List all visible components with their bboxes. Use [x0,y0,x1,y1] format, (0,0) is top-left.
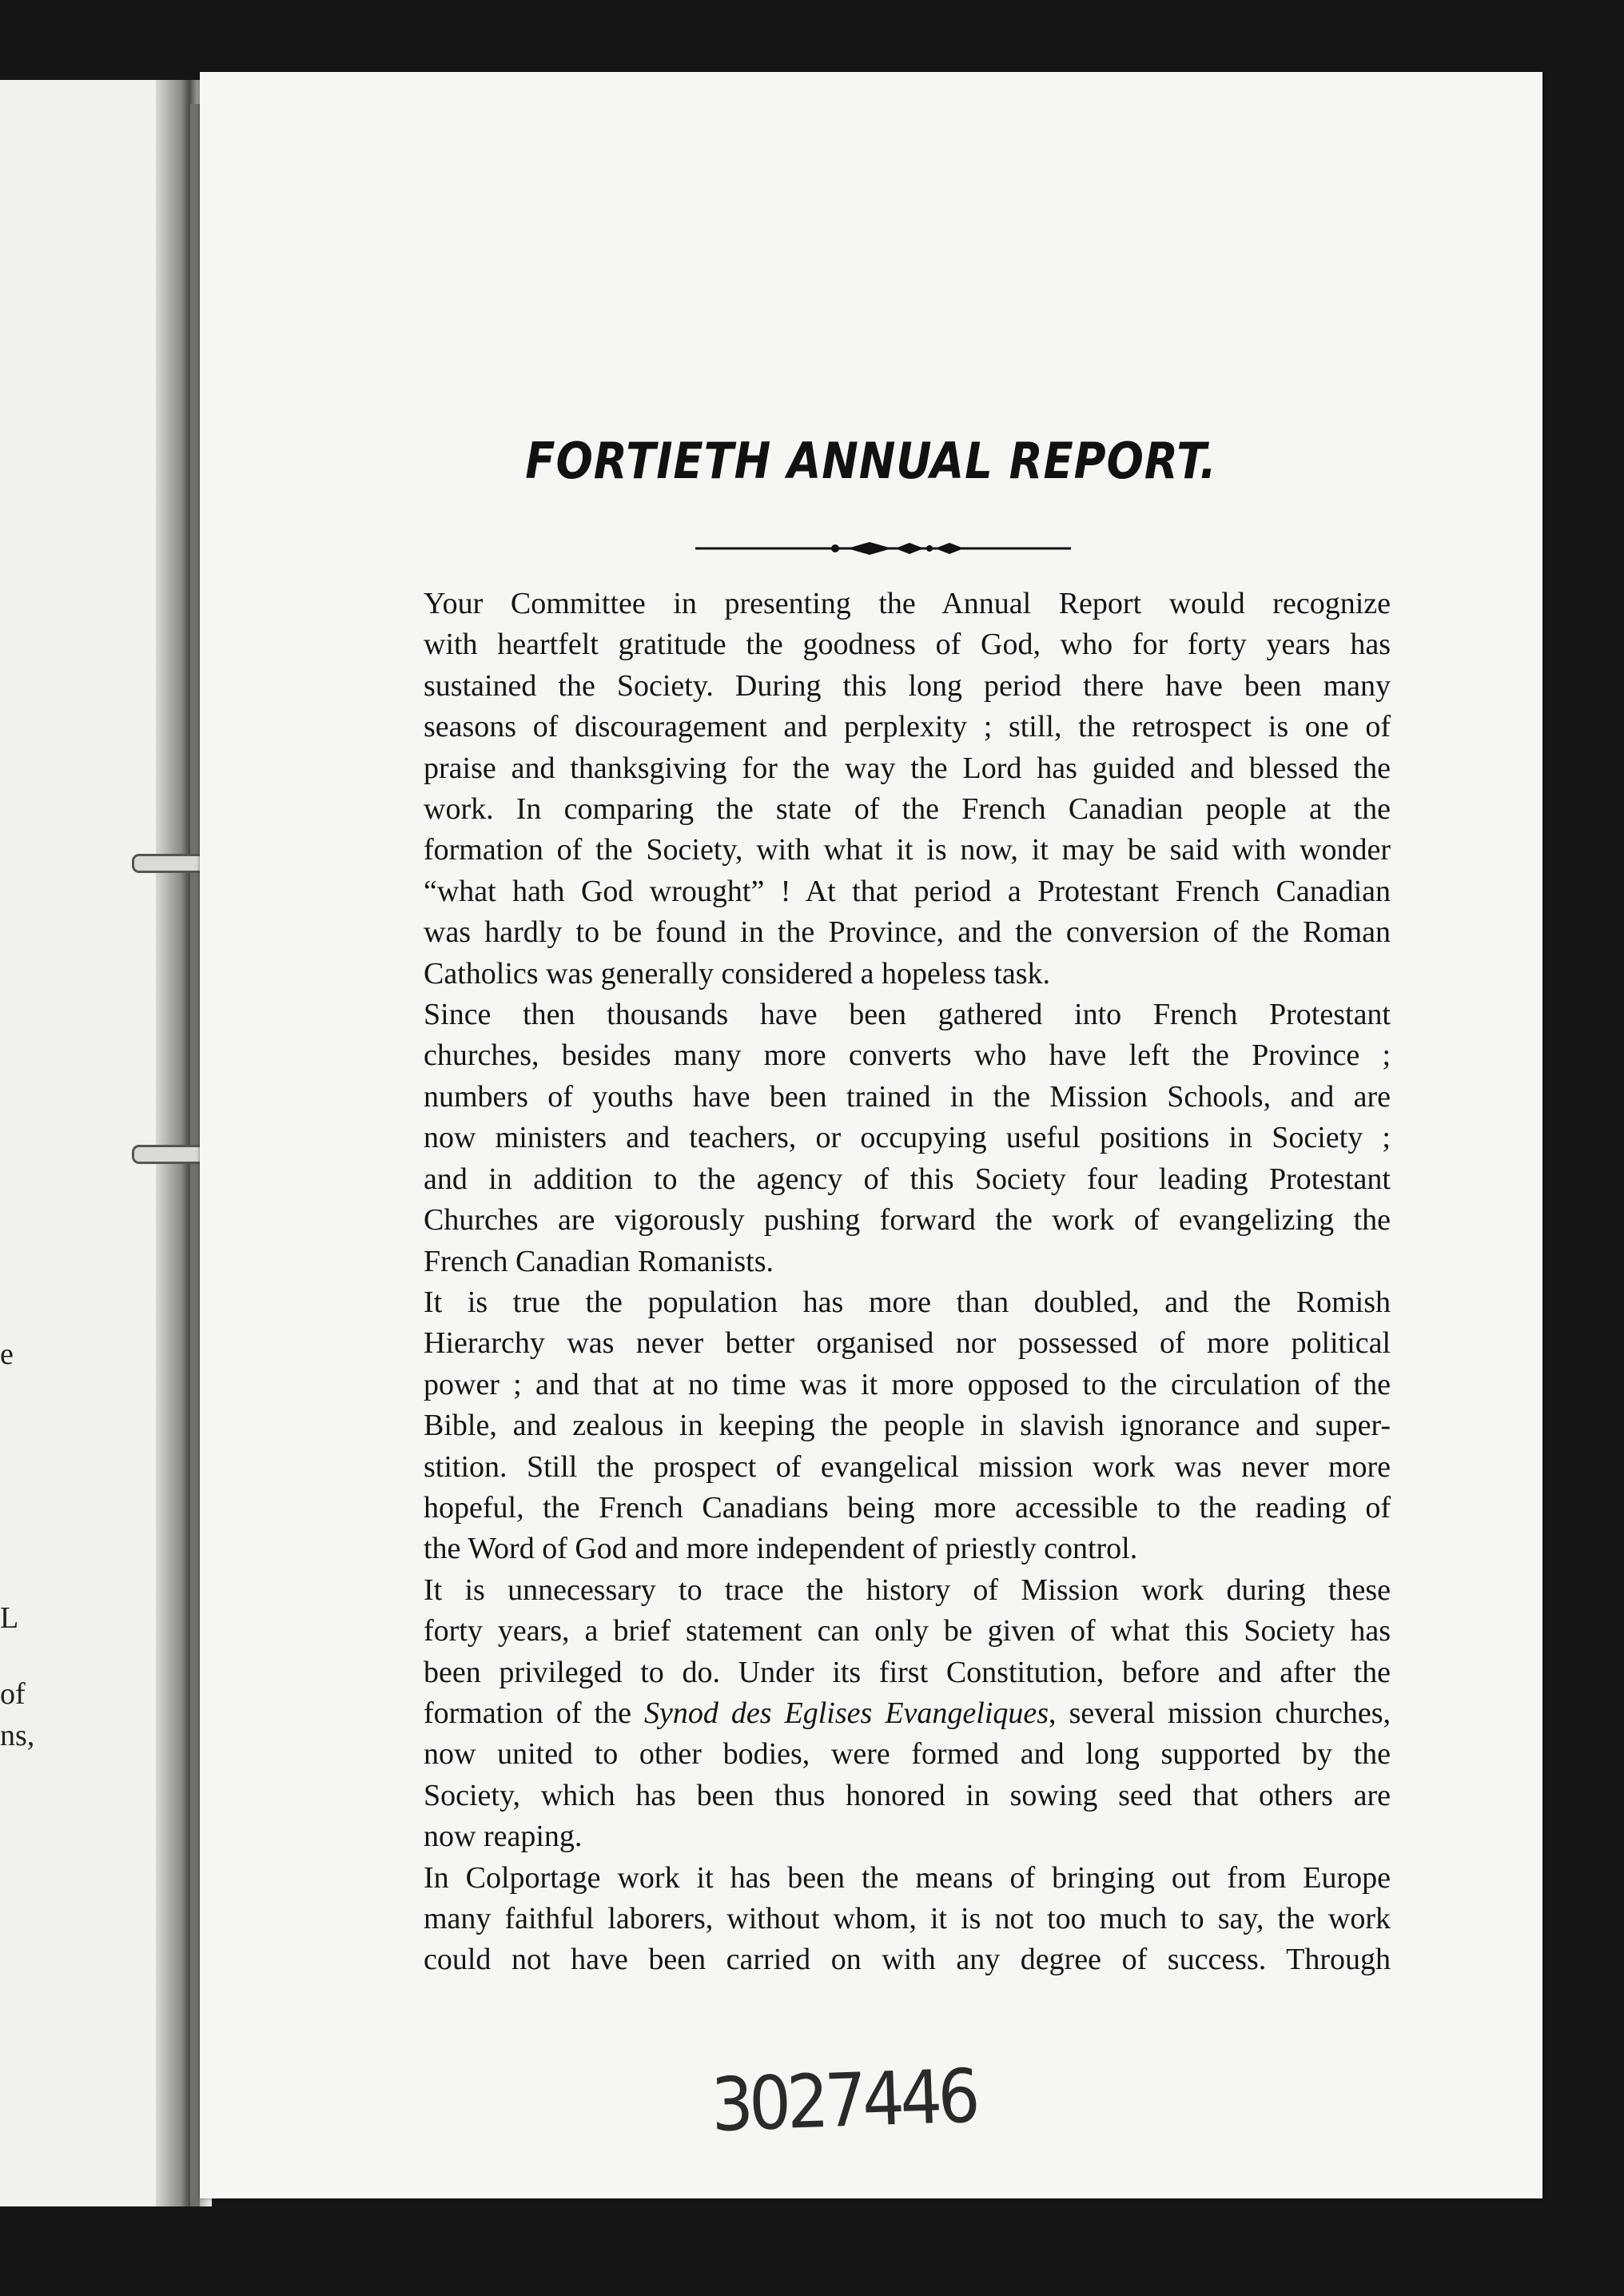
left-page-fragment: e [0,1337,14,1371]
text-line: and in addition to the agency of this Society four leading Protestant [424,1162,1391,1196]
left-page-fragment: L [0,1601,19,1635]
text-line: It is unnecessary to trace the history of Mission work during these [424,1573,1391,1607]
text-line: many faithful laborers, without whom, it is not too much to say, the work [424,1902,1391,1935]
text-line: seasons of discouragement and perplexity ; still, the retrospect is one of [424,710,1391,744]
text-line: churches, besides many more converts who have left the Province ; [424,1038,1391,1073]
paragraph-4 [392,1570,1391,1858]
text-line: was hardly to be found in the Province, and the conversion of the Roman [424,915,1391,950]
text-line: Your Committee in presenting the Annual Report would recognize [424,587,1391,620]
report-body [392,584,1391,1981]
report-title: FORTIETH ANNUAL REPORT. [525,432,1217,490]
text-line: Churches are vigorously pushing forward the work of evangelizing the [424,1203,1391,1238]
text-line: French Canadian Romanists. [424,1244,774,1278]
paragraph-3 [392,1282,1391,1570]
paragraph-5 [392,1858,1391,1981]
text-line: formation of the Society, with what it is now, it may be said with wonder [424,833,1391,867]
text-line: Catholics was generally considered a hopeless task. [424,956,1051,991]
text-line: now ministers and teachers, or occupying useful positions in Society ; [424,1121,1391,1155]
italic-synod-name: Synod des Eglises Evangeliques [643,1696,1049,1730]
text-line: work. In comparing the state of the French Canadian people at the [424,792,1391,827]
text-line: Hierarchy was never better organised nor possessed of more political [424,1326,1391,1361]
text-line: stition. Still the prospect of evangelical mission work was never more [424,1449,1391,1484]
left-page-fragment: of [0,1677,26,1711]
text-line: Since then thousands have been gathered into French Protestant [424,998,1391,1032]
text-line: forty years, a brief statement can only be given of what this Society has [424,1614,1391,1648]
text-segment: , several mission churches, [1049,1696,1391,1730]
text-line: It is true the population has more than doubled, and the Romish [424,1285,1391,1319]
text-line: the Word of God and more independent of priestly control. [424,1532,1138,1566]
text-segment: formation of the [424,1696,644,1730]
text-line: been privileged to do. Under its first Constitution, before and after the [424,1655,1391,1689]
text-line: sustained the Society. During this long period there have been many [424,668,1391,703]
text-line: now reaping. [424,1820,583,1854]
report-page [200,72,1542,2198]
text-line-with-italic [392,1693,1391,1734]
text-line: now united to other bodies, were formed and long supported by the [424,1737,1391,1772]
paragraph-1 [392,584,1391,995]
text-line: numbers of youths have been trained in the Mission Schools, and are [424,1079,1391,1114]
text-line: could not have been carried on with any degree of success. Through [424,1943,1391,1977]
handwritten-accession-number: 3027446 [710,2053,977,2148]
text-line: “what hath God wrought” ! At that period a Protestant French Canadian [424,874,1391,908]
text-line: Bible, and zealous in keeping the people in slavish ignorance and super- [424,1409,1391,1443]
text-line: power ; and that at no time was it more opposed to the circulation of the [424,1367,1391,1401]
text-line: In Colportage work it has been the means of bringing out from Europe [424,1860,1391,1895]
left-page-fragment: ns, [0,1719,35,1752]
text-line: praise and thanksgiving for the way the Lord has guided and blessed the [424,751,1391,785]
text-line: hopeful, the French Canadians being more accessible to the reading of [424,1490,1391,1525]
text-line: with heartfelt gratitude the goodness of God, who for forty years has [424,628,1391,662]
text-line: Society, which has been thus honored in sowing seed that others are [424,1778,1391,1812]
paragraph-2 [392,995,1391,1282]
title-ornament [695,534,1071,563]
